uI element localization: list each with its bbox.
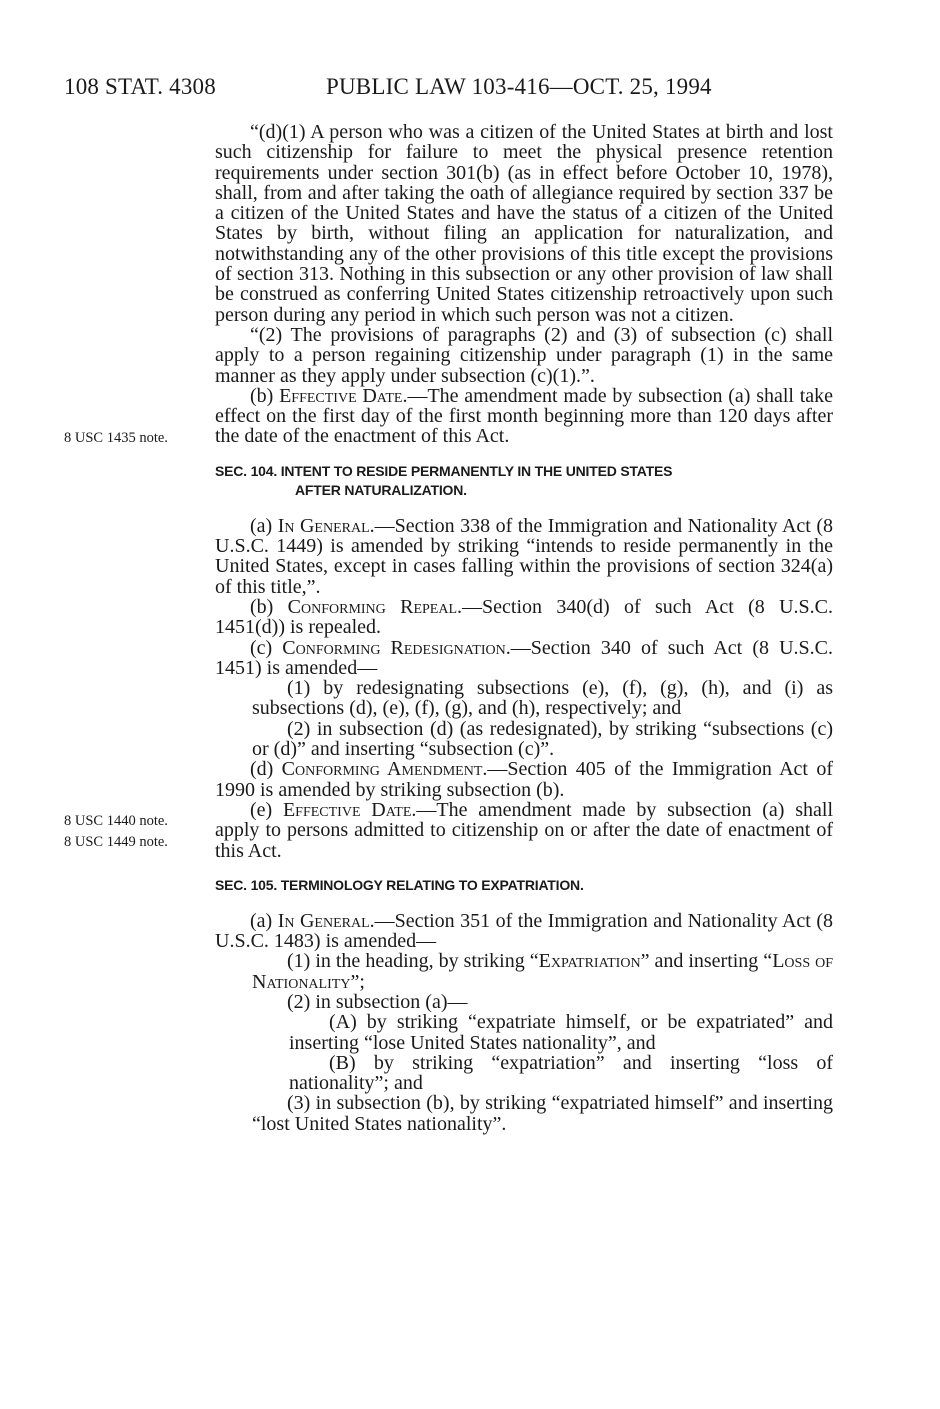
subsection-text: .—Section 351 of the Immigration and Nationality Act (8 U.S.C. 1483) is amended— [215, 909, 833, 953]
stat-page-number: 108 STAT. 4308 [64, 74, 216, 99]
section-104-heading-line1: SEC. 104. INTENT TO RESIDE PERMANENTLY IN THE UNITED STATES [215, 462, 673, 479]
paragraph-text: ” and inserting “ [640, 950, 773, 973]
section-104-c-paragraph-1: (1) by redesignating subsections (e), (f), (g), (h), and (i) as subsections (d), (e), (f), (g), and (h), respectively; and [252, 677, 833, 720]
subsection-label: (a) [250, 514, 278, 537]
paragraph-d2: “(2) The provisions of paragraphs (2) and (3) of subsection (c) shall apply to a person regaining citizenship under paragraph (1) in the same manner as they apply under subsection (c)(1).”. [215, 323, 833, 387]
page-header [64, 74, 864, 106]
section-104-subsection-a [215, 516, 833, 597]
quoted-heading-new: Loss of Nationality [252, 950, 834, 993]
subsection-label: (a) [250, 909, 278, 932]
paragraph-d1: “(d)(1) A person who was a citizen of the United States at birth and lost such citizenship for failure to meet the physical presence retention requirements under section 301(b) (as in effect before October 10, 1978), shall, from and after taking the oath of allegiance required by section 337 be a citizen of the United States and have the status of a citizen of the United States by birth, without filing an application for naturalization, and notwithstanding any of the other provisions of this title except the provisions of section 313. Nothing in this subsection or any other provision of law shall be construed as conferring United States citizenship retroactively upon such person during any period in which such person was not a citizen. [215, 121, 833, 326]
section-105-a-paragraph-3: (3) in subsection (b), by striking “expatriated himself” and inserting “lost United States nationality”. [252, 1092, 833, 1135]
section-105-a-paragraph-1 [215, 951, 833, 992]
statute-text [215, 122, 833, 1134]
subsection-label: (b) [250, 595, 288, 618]
subsection-text: .—Section 340(d) of such Act (8 U.S.C. 1451(d)) is repealed. [215, 595, 833, 639]
section-105-a-2-subparagraph-A: (A) by striking “expatriate himself, or be expatriated” and inserting “lose United States nationality”, and [289, 1011, 833, 1054]
subsection-heading: Conforming Amendment [281, 758, 483, 781]
section-104-subsection-d [215, 759, 833, 800]
section-105-a-paragraph-2: (2) in subsection (a)— [287, 990, 468, 1013]
subsection-label: (d) [250, 758, 282, 781]
section-104-subsection-b [215, 597, 833, 638]
paragraph-text: (1) in the heading, by striking “ [287, 950, 539, 973]
section-105-heading: SEC. 105. TERMINOLOGY RELATING TO EXPATRIATION. [215, 876, 584, 893]
subsection-heading: In General [277, 909, 370, 932]
subsection-text: .—The amendment made by subsection (a) shall apply to persons admitted to citizenship on or after the date of enactment of this Act. [215, 798, 833, 862]
subsection-heading: Conforming Repeal [287, 595, 458, 618]
section-104-heading [215, 462, 833, 500]
subsection-heading: Effective Date [279, 384, 403, 407]
margin-note-1449: 8 USC 1449 note. [64, 834, 168, 850]
margin-note-1435: 8 USC 1435 note. [64, 430, 168, 446]
quoted-heading-old: Expatriation [538, 950, 641, 973]
public-law-citation: PUBLIC LAW 103-416—OCT. 25, 1994 [326, 74, 712, 99]
section-104-heading-line2: AFTER NATURALIZATION. [295, 481, 467, 498]
subsection-text: .—Section 340 of such Act (8 U.S.C. 1451) is amended— [215, 636, 833, 679]
section-104-c-paragraph-2: (2) in subsection (d) (as redesignated), by striking “subsections (c) or (d)” and inserting “subsection (c)”. [252, 717, 833, 761]
section-104-subsection-c [215, 638, 833, 679]
subsection-text: .—Section 338 of the Immigration and Nationality Act (8 U.S.C. 1449) is amended by striking “intends to reside permanently in the United States, except in cases falling within the provisions of section 324(a) of this title,”. [215, 514, 833, 598]
subsection-heading: Effective Date [282, 798, 412, 821]
subsection-label: (e) [250, 798, 283, 821]
subsection-heading: Conforming Redesignation [282, 636, 506, 659]
subsection-heading: In General [277, 514, 370, 537]
subsection-label: (b) [250, 384, 280, 407]
subsection-label: (c) [250, 636, 283, 659]
section-104-subsection-e [215, 800, 833, 861]
section-105-a-2-subparagraph-B: (B) by striking “expatriation” and inserting “loss of nationality”; and [289, 1051, 833, 1095]
margin-note-1440: 8 USC 1440 note. [64, 813, 168, 829]
subsection-text: .—The amendment made by subsection (a) shall take effect on the first day of the first month beginning more than 120 days after the date of the enactment of this Act. [215, 384, 834, 448]
subsection-b-effective-date [215, 386, 833, 447]
paragraph-text: ”; [350, 970, 365, 993]
subsection-text: .—Section 405 of the Immigration Act of 1990 is amended by striking subsection (b). [215, 758, 833, 801]
section-105-subsection-a [215, 911, 833, 952]
